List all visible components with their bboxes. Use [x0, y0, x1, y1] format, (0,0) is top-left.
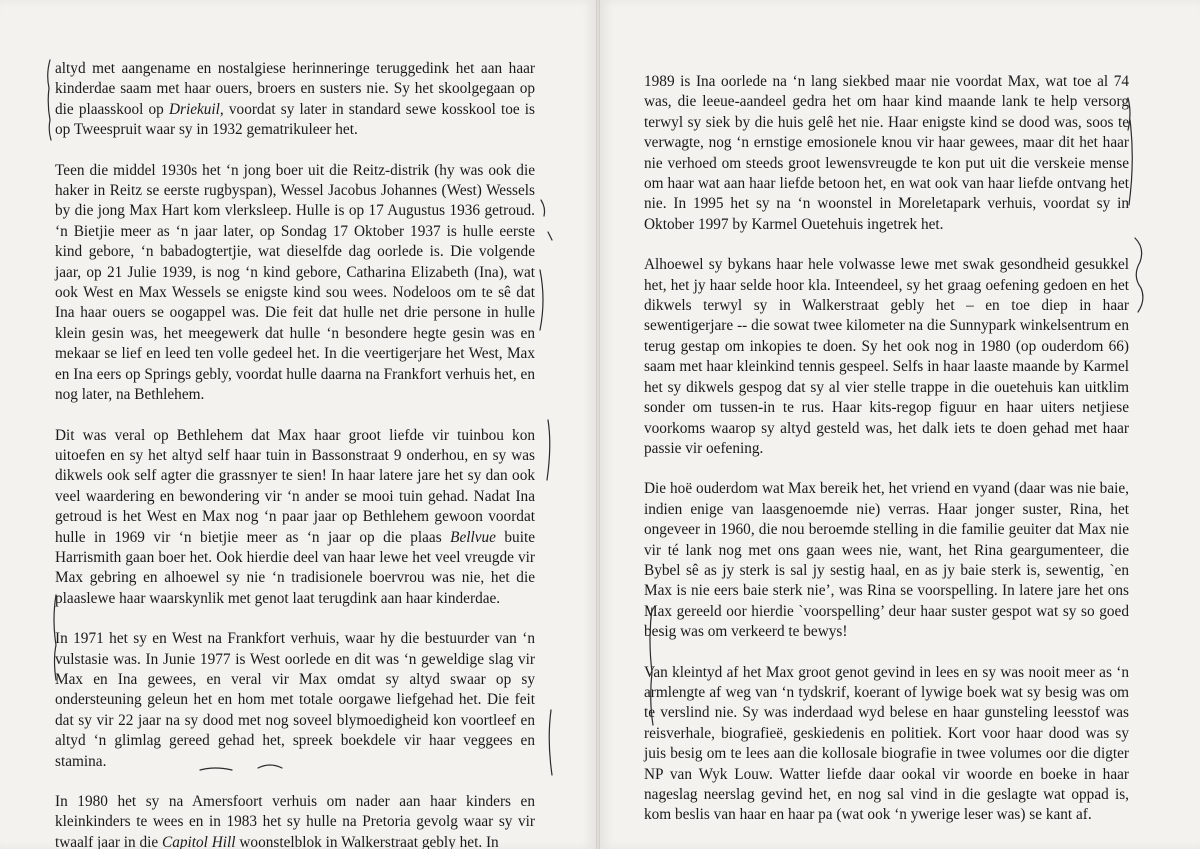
pen-margin-line — [540, 270, 543, 330]
left-page-text — [55, 59, 535, 849]
right_page-paragraph — [644, 663, 1129, 826]
italic-name: Driekuil, — [168, 100, 224, 118]
paragraph-text: Die hoë ouderdom wat Max bereik het, het vriend en vyand (daar was nie baie, indien enige van laasgenoemde nie) verras. Haar jonger suster, Rina, het ongeveer in 1960, die nou beroemde stelling in die familie geuiter dat Max nie vir té lank nog met ons gaan wees nie, want, het Rina geargumenteer, die Bybel sê as jy sterk is sal jy sestig haal, en as jy baie sterk is, sewentig, `en Max is nie eers baie sterk nie’, was Rina se voorspelling. In latere jare het ons Max gereeld oor hierdie `voorspelling’ deur haar suster gespot wat sy so goed besig was om verkeerd te bewys! — [644, 480, 1129, 641]
italic-name: Capitol Hill — [162, 833, 236, 849]
pen-margin-line — [549, 710, 552, 775]
paragraph-text: Alhoewel sy bykans haar hele volwasse lewe met swak gesondheid gesukkel het, het jy haar selde hoor kla. Inteendeel, sy het graag oefening gedoen en het dikwels terwyl sy in Walkerstraat gebly het – en toe diep in haar sewentigerjare -- die sowat twee kilometer na die Sunnypark winkelsentrum en terug gestap om inkopies te doen. Sy het ook nog in 1980 (op ouderdom 66) saam met haar kleinkind tennis gespeel. Selfs in haar laaste maande by Karmel het sy dikwels gespog dat sy al vier stelle trappe in die ouetehuis kan uitklim sonder om tussen-in te rus. Haar kits-regop figuur en haar uiters netjiese voorkoms waarop sy altyd gesteld was, het dalk iets te doen gehad met haar passie vir oefening. — [644, 256, 1129, 457]
pen-bracket-mark — [48, 60, 51, 140]
paragraph-text: 1989 is Ina oorlede na ‘n lang siekbed maar nie voordat Max, wat toe al 74 was, die leeue-aandeel gedra het om haar kind maande lank te help versorg terwyl sy siek by die huis gelê het nie. Haar enigste kind se dood was, soos te verwagte, nog ‘n ernstige emosionele knou vir haar gewees, maar dit het haar nie verhoed om steeds groot lewensvreugde te kon put uit die verskeie mense om haar wat aan haar liefde betoon het, en wat ook van haar liefde ontvang het nie. In 1995 het sy na ‘n woonstel in Moreletapark verhuis, voordat sy in Oktober 1997 by Karmel Ouetehuis ingetrek het. — [644, 73, 1129, 233]
right_page-paragraph — [644, 72, 1129, 235]
right-page — [600, 0, 1200, 849]
italic-name: Bellvue — [450, 528, 496, 546]
pen-tick-mark — [548, 232, 552, 240]
paragraph-text: Dit was veral op Bethlehem dat Max haar groot liefde vir tuinbou kon uitoefen en sy het altyd self haar tuin in Bassonstraat 9 onderhou, en sy was dikwels ook self agter die grassnyer te sien! In haar latere jare het sy dan ook veel waardering en bewondering vir ‘n ander se mooi tuin gehad. Nadat Ina getroud is het West en Max nog ‘n paar jaar op Bethlehem gewoon voordat hulle in 1969 vir ‘n bietjie meer as ‘n jaar op die plaas — [55, 426, 535, 546]
paragraph-text: In 1980 het sy na Amersfoort verhuis om nader aan haar kinders en kleinkinders te wees en in 1983 het sy hulle na Pretoria gevolg waar sy vir twaalf jaar in die — [55, 793, 535, 849]
pen-squiggle-mark — [1135, 238, 1143, 312]
right_page-paragraph — [644, 479, 1129, 642]
paragraph-text: In 1971 het sy en West na Frankfort verhuis, waar hy die bestuurder van ‘n vulstasie was. In Junie 1977 is West oorlede en dit was ‘n geweldige slag vir Max en Ina gewees, en veral vir Max omdat sy altyd swaar op sy ondersteuning geleun het en hom met totale oorgawe liefgehad het. Die feit dat sy vir 22 jaar na sy dood met nog soveel blymoedigheid kon voortleef en altyd ‘n glimlag gereed gehad het, spreek boekdele vir haar veggees en stamina. — [55, 630, 535, 770]
paragraph-text: altyd met aangename en nostalgiese herinneringe teruggedink het aan haar kinderdae saam met haar ouers, broers en susters nie. Sy het skoolgegaan op die plaasskool op — [55, 60, 535, 118]
paragraph-text: Teen die middel 1930s het ‘n jong boer uit die Reitz-distrik (hy was ook die haker in Reitz se eerste rugbyspan), Wessel Jacobus Johannes (West) Wessels by die jong Max Hart kom vlerksleep. Hulle is op 17 Augustus 1936 getroud. ‘n Bietjie meer as ‘n jaar later, op Sondag 17 Oktober 1937 is hulle eerste kind gebore, ‘n babadogtertjie, wat dieselfde dag oorlede is. Die volgende jaar, op 21 Julie 1939, is nog ‘n kind gebore, Catharina Elizabeth (Ina), wat ook West en Max Wessels se enigste kind sou wees. Nodeloos om te sê dat Ina haar ouers se oogappel was. Die feit dat hulle net drie persone in hulle klein gesin was, het meegewerk dat hulle ‘n besondere hegte gesin was en mekaar se lief en leed ten volle gedeel het. In die veertigerjare het West, Max en Ina eers op Springs gebly, voordat hulle daarna na Frankfort verhuis het, en nog later, na Bethlehem. — [55, 161, 535, 404]
right_page-paragraph — [644, 255, 1129, 459]
paragraph-text: Van kleintyd af het Max groot genot gevind in lees en sy was nooit meer as ‘n armlengte af weg van ‘n tydskrif, koerant of lywige boek wat sy besig was om te verslind nie. Sy was inderdaad wyd belese en haar gunsteling leesstof was reisverhale, biografieë, geskiedenis en politiek. Kort voor haar dood was sy juis besig om te lees aan die kollosale biografie in twee volumes oor die digter NP van Wyk Louw. Watter liefde daar ookal vir woorde en boeke in haar nageslag neerslag gevind het, en nog sal vind in die geslagte wat oppad is, kom beslis van haar en haar pa (wat ook ‘n ywerige leser was) se kant af. — [644, 663, 1129, 824]
left_page-paragraph — [55, 792, 535, 849]
left_page-paragraph — [55, 161, 535, 406]
pen-check-mark — [541, 200, 545, 216]
pen-margin-line — [547, 420, 550, 480]
left_page-paragraph — [55, 629, 535, 772]
paragraph-text: voordat sy later in standard sewe kosskool toe is op Tweespruit waar sy in 1932 gematrikuleer het. — [55, 100, 535, 139]
left_page-paragraph — [55, 426, 535, 610]
pen-margin-line — [1129, 120, 1132, 205]
right-page-text — [644, 72, 1129, 846]
paragraph-text: buite Harrismith gaan boer het. Ook hierdie deel van haar lewe het veel vreugde vir Max gebring en alhoewel sy nie ‘n tradisionele boervrou was nie, het die plaaslewe haar waarskynlik met genot laat terugdink aan haar kinderdae. — [55, 528, 535, 607]
left-page — [0, 0, 596, 849]
left_page-paragraph — [55, 59, 535, 141]
paragraph-text: woonstelblok in Walkerstraat gebly het. In — [235, 833, 499, 849]
